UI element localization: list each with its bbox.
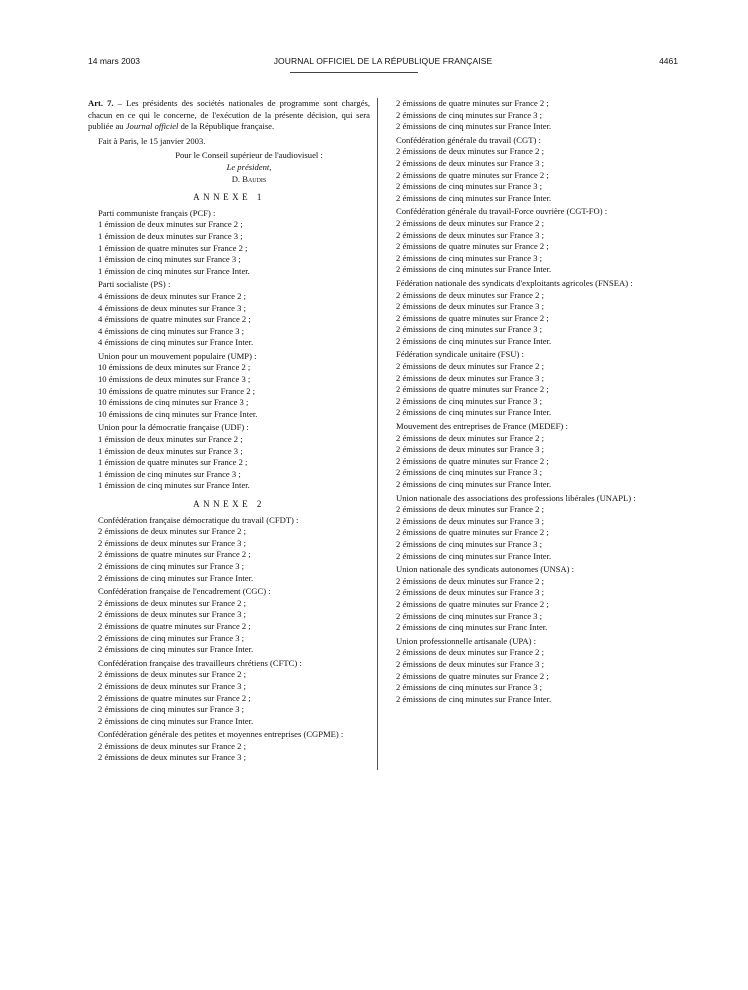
broadcast-item: 2 émissions de deux minutes sur France 3 ;	[396, 372, 544, 383]
broadcast-item: 2 émissions de deux minutes sur France 3 ;	[396, 229, 544, 240]
broadcast-item: 2 émissions de quatre minutes sur France 2 ;	[98, 692, 251, 703]
broadcast-item: 2 émissions de deux minutes sur France 2 ;	[396, 575, 544, 586]
broadcast-item: 4 émissions de cinq minutes sur France Inter.	[98, 337, 254, 348]
broadcast-item: 2 émissions de deux minutes sur France 2 ;	[396, 289, 544, 300]
broadcast-item: 2 émissions de cinq minutes sur France Inter.	[396, 407, 552, 418]
header-rule	[290, 72, 418, 73]
broadcast-item: 2 émissions de quatre minutes sur France 2 ;	[396, 169, 549, 180]
annexe-1-list	[88, 208, 370, 492]
annexe-1-title: ANNEXE 1	[193, 192, 265, 203]
broadcast-item: 2 émissions de cinq minutes sur Franc Inter.	[396, 622, 548, 633]
broadcast-item: 2 émissions de deux minutes sur France 3 ;	[98, 680, 246, 691]
broadcast-item: 2 émissions de quatre minutes sur France 2 ;	[396, 98, 549, 108]
broadcast-item: 2 émissions de deux minutes sur France 2 ;	[98, 669, 246, 680]
group-heading-cfdt: Confédération française démocratique du travail (CFDT) :	[98, 514, 299, 525]
broadcast-item: 2 émissions de cinq minutes sur France Inter.	[98, 644, 254, 655]
broadcast-item: 1 émission de quatre minutes sur France 2 ;	[98, 242, 248, 253]
right-column	[386, 98, 680, 705]
broadcast-item: 2 émissions de deux minutes sur France 2 ;	[396, 504, 544, 515]
broadcast-item: 2 émissions de deux minutes sur France 3 ;	[396, 444, 544, 455]
broadcast-item: 10 émissions de quatre minutes sur France 2 ;	[98, 385, 256, 396]
broadcast-item: 2 émissions de cinq minutes sur France Inter.	[396, 121, 552, 132]
group-heading-cgpme: Confédération générale des petites et moyennes entreprises (CGPME) :	[98, 729, 344, 740]
broadcast-item: 2 émissions de deux minutes sur France 3 ;	[98, 609, 246, 620]
broadcast-item: 2 émissions de deux minutes sur France 3 ;	[396, 658, 544, 669]
broadcast-item: 1 émission de cinq minutes sur France Inter.	[98, 480, 250, 491]
broadcast-item: 2 émissions de cinq minutes sur France 3 ;	[396, 538, 543, 549]
group-heading-cgt: Confédération générale du travail (CGT) :	[396, 134, 541, 145]
group-heading-fnsea: Fédération nationale des syndicats d'exploitants agricoles (FNSEA) :	[396, 277, 633, 288]
broadcast-item: 2 émissions de deux minutes sur France 2 ;	[396, 647, 544, 658]
council-line: Pour le Conseil supérieur de l'audiovisuel :	[175, 150, 323, 161]
broadcast-item: 2 émissions de cinq minutes sur France Inter.	[396, 264, 552, 275]
broadcast-item: 1 émission de cinq minutes sur France 3 ;	[98, 468, 241, 479]
broadcast-item: 2 émissions de cinq minutes sur France Inter.	[98, 572, 254, 583]
group-heading-unapl: Union nationale des associations des professions libérales (UNAPL) :	[396, 492, 636, 503]
page-header	[88, 56, 678, 70]
broadcast-item: 2 émissions de cinq minutes sur France Inter.	[98, 715, 254, 726]
broadcast-item: 2 émissions de cinq minutes sur France Inter.	[396, 479, 552, 489]
column-separator	[377, 98, 378, 770]
broadcast-item: 2 émissions de deux minutes sur France 3 ;	[98, 752, 246, 763]
group-heading-cgc: Confédération française de l'encadrement (CGC) :	[98, 586, 271, 597]
broadcast-item: 2 émissions de cinq minutes sur France 3 ;	[396, 682, 543, 693]
broadcast-item: 2 émissions de cinq minutes sur France 3 ;	[396, 467, 543, 478]
broadcast-item: 2 émissions de quatre minutes sur France 2 ;	[396, 598, 549, 609]
article-label: Art. 7.	[88, 98, 114, 108]
broadcast-item: 10 émissions de cinq minutes sur France 3 ;	[98, 397, 249, 408]
group-heading-medef: Mouvement des entreprises de France (MEDEF) :	[396, 421, 568, 432]
broadcast-item: 2 émissions de quatre minutes sur France 2 ;	[98, 549, 251, 560]
group-heading-udf: Union pour la démocratie française (UDF) :	[98, 422, 249, 433]
group-heading-cftc: Confédération française des travailleurs chrétiens (CFTC) :	[98, 657, 302, 668]
signatory: D. Baudis	[231, 173, 267, 184]
broadcast-item: 2 émissions de cinq minutes sur France 3 ;	[396, 610, 543, 621]
header-title: JOURNAL OFFICIEL DE LA RÉPUBLIQUE FRANÇAISE	[273, 56, 493, 66]
broadcast-item: 2 émissions de cinq minutes sur France 3 ;	[396, 109, 543, 120]
continued-items	[386, 98, 680, 133]
broadcast-item: 1 émission de deux minutes sur France 3 ;	[98, 445, 243, 456]
left-column	[88, 98, 370, 764]
annexe-2-list	[88, 515, 370, 764]
broadcast-item: 4 émissions de quatre minutes sur France 2 ;	[98, 314, 251, 325]
article-text-end: de la République française.	[178, 121, 275, 132]
broadcast-item: 2 émissions de deux minutes sur France 3 ;	[396, 515, 544, 526]
group-heading-ump: Union pour un mouvement populaire (UMP) :	[98, 350, 257, 361]
broadcast-item: 2 émissions de deux minutes sur France 2 ;	[396, 146, 544, 157]
broadcast-item: 1 émission de deux minutes sur France 2 ;	[98, 219, 243, 230]
broadcast-item: 2 émissions de deux minutes sur France 3 ;	[98, 537, 246, 548]
broadcast-item: 2 émissions de deux minutes sur France 2 ;	[396, 432, 544, 443]
broadcast-item: 2 émissions de cinq minutes sur France 3 ;	[98, 632, 245, 643]
broadcast-item: 2 émissions de cinq minutes sur France 3 ;	[396, 395, 543, 406]
broadcast-item: 2 émissions de deux minutes sur France 2 ;	[396, 361, 544, 372]
broadcast-item: 2 émissions de deux minutes sur France 2 ;	[396, 217, 544, 228]
article-7	[88, 98, 370, 133]
place-date: Fait à Paris, le 15 janvier 2003.	[98, 135, 206, 146]
broadcast-item: 2 émissions de quatre minutes sur France 2 ;	[396, 312, 549, 323]
broadcast-item: 2 émissions de cinq minutes sur France Inter.	[396, 335, 552, 346]
broadcast-item: 2 émissions de cinq minutes sur France Inter.	[396, 192, 552, 203]
group-heading-upa: Union professionnelle artisanale (UPA) :	[396, 635, 537, 646]
broadcast-item: 2 émissions de cinq minutes sur France 3 ;	[98, 704, 245, 715]
broadcast-item: 2 émissions de deux minutes sur France 2 ;	[98, 597, 246, 608]
broadcast-item: 2 émissions de quatre minutes sur France 2 ;	[396, 455, 549, 466]
broadcast-item: 1 émission de deux minutes sur France 2 ;	[98, 434, 243, 445]
broadcast-item: 10 émissions de cinq minutes sur France Inter.	[98, 408, 258, 419]
broadcast-item: 1 émission de cinq minutes sur France Inter.	[98, 265, 250, 276]
header-date: 14 mars 2003	[88, 56, 140, 66]
broadcast-item: 4 émissions de deux minutes sur France 3 ;	[98, 302, 246, 313]
broadcast-item: 2 émissions de cinq minutes sur France Inter.	[396, 550, 552, 561]
broadcast-item: 2 émissions de quatre minutes sur France 2 ;	[396, 527, 549, 538]
group-heading-cgt-fo: Confédération générale du travail-Force ouvrière (CGT-FO) :	[396, 206, 608, 217]
broadcast-item: 2 émissions de deux minutes sur France 3 ;	[396, 157, 544, 168]
broadcast-item: 2 émissions de deux minutes sur France 2 ;	[98, 526, 246, 537]
broadcast-item: 2 émissions de cinq minutes sur France 3 ;	[396, 252, 543, 263]
broadcast-item: 10 émissions de deux minutes sur France 3 ;	[98, 374, 251, 385]
broadcast-item: 4 émissions de deux minutes sur France 2 ;	[98, 290, 246, 301]
right-groups-list	[386, 135, 680, 706]
journal-officiel-ref: Journal officiel	[125, 121, 179, 132]
broadcast-item: 2 émissions de quatre minutes sur France 2 ;	[396, 670, 549, 681]
annexe-2-title: ANNEXE 2	[193, 499, 265, 509]
broadcast-item: 2 émissions de cinq minutes sur France 3 ;	[396, 324, 543, 335]
broadcast-item: 10 émissions de deux minutes sur France 2 ;	[98, 362, 251, 373]
broadcast-item: 2 émissions de deux minutes sur France 2 ;	[98, 740, 246, 751]
page-number: 4461	[659, 56, 678, 66]
president-role: Le président,	[226, 161, 272, 172]
broadcast-item: 2 émissions de quatre minutes sur France 2 ;	[396, 384, 549, 395]
broadcast-item: 2 émissions de deux minutes sur France 3 ;	[396, 301, 544, 312]
broadcast-item: 1 émission de quatre minutes sur France 2 ;	[98, 457, 248, 468]
article-text: – Les présidents des sociétés nationales de programme sont chargés, chacun en ce qui le concerne, de l'exécution de la présente décision, qui sera publiée au	[88, 98, 371, 132]
broadcast-item: 2 émissions de cinq minutes sur France 3 ;	[396, 181, 543, 192]
broadcast-item: 2 émissions de quatre minutes sur France 2 ;	[98, 620, 251, 631]
group-heading-unsa: Union nationale des syndicats autonomes (UNSA) :	[396, 564, 575, 575]
broadcast-item: 2 émissions de cinq minutes sur France Inter.	[396, 693, 552, 704]
group-heading-pcf: Parti communiste français (PCF) :	[98, 207, 216, 218]
broadcast-item: 1 émission de cinq minutes sur France 3 ;	[98, 254, 241, 265]
broadcast-item: 2 émissions de quatre minutes sur France 2 ;	[396, 241, 549, 252]
broadcast-item: 2 émissions de deux minutes sur France 3 ;	[396, 587, 544, 598]
broadcast-item: 1 émission de deux minutes sur France 3 ;	[98, 230, 243, 241]
broadcast-item: 2 émissions de cinq minutes sur France 3 ;	[98, 560, 245, 571]
group-heading-ps: Parti socialiste (PS) :	[98, 279, 171, 290]
broadcast-item: 4 émissions de cinq minutes sur France 3 ;	[98, 325, 245, 336]
group-heading-fsu: Fédération syndicale unitaire (FSU) :	[396, 349, 524, 360]
